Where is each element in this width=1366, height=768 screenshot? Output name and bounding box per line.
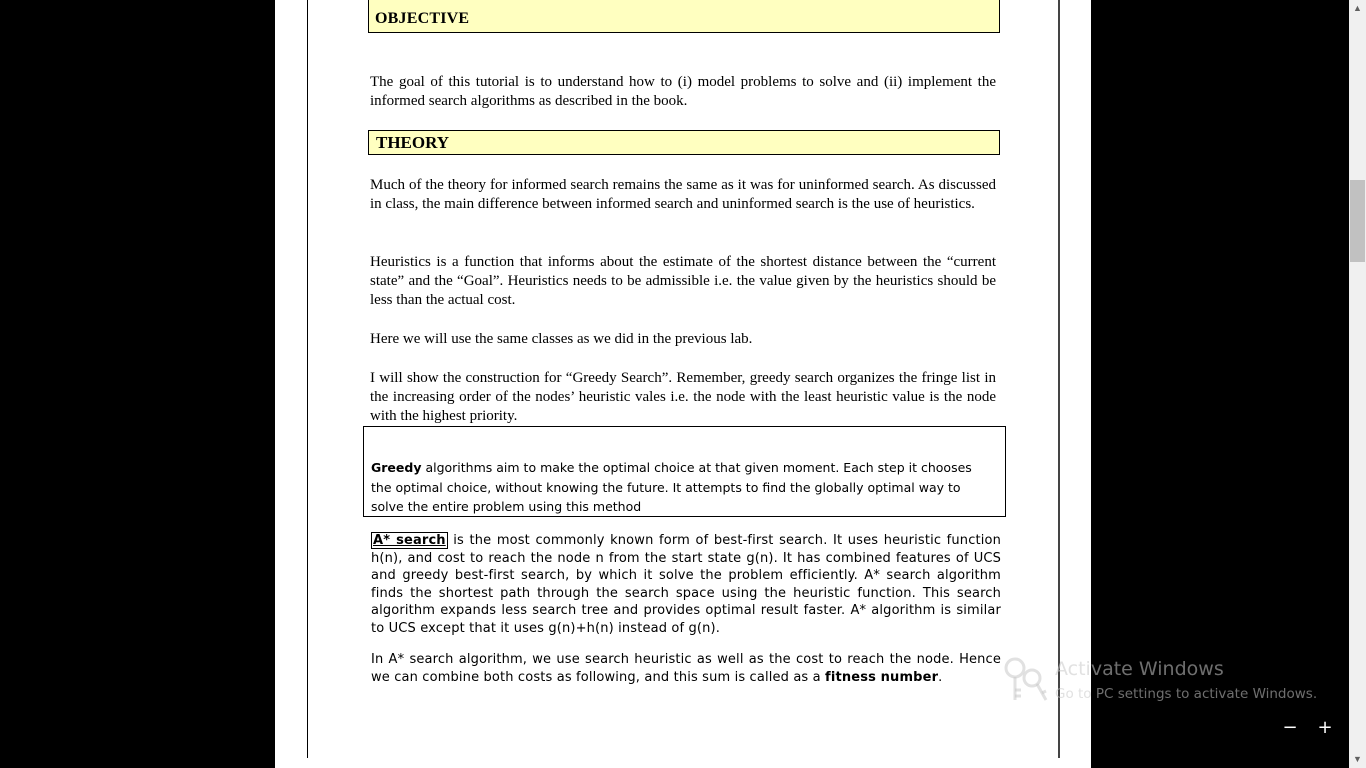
zoom-out-button[interactable]: − bbox=[1282, 717, 1298, 738]
watermark-subtitle: Go to PC settings to activate Windows. bbox=[1055, 686, 1318, 702]
vertical-scrollbar[interactable] bbox=[1349, 0, 1366, 768]
scroll-thumb[interactable] bbox=[1350, 180, 1365, 262]
astar-paragraph-text: is the most commonly known form of best-first search. It uses heuristic function h(n), and cost to reach the node n from the start state g(n). It has combined features of UCS and greedy best-first search, by which it solve the problem efficiently. A* search algorithm finds the shortest path through the search space using the heuristic function. This search algorithm expands less search tree and provides optimal result faster. A* algorithm is similar to UCS except that it uses g(n)+h(n) instead of g(n). bbox=[371, 533, 1001, 636]
watermark-title: Activate Windows bbox=[1055, 658, 1224, 680]
theory-paragraph-2: Heuristics is a function that informs about the estimate of the shortest distance between the “current state” and the “Goal”. Heuristics needs to be admissible i.e. the value given by the heuristics should be less than the actual cost. bbox=[370, 254, 996, 308]
astar-paragraph-2-text: In A* search algorithm, we use search heuristic as well as the cost to reach the node. Hence we can combine both costs as following, and this sum is called as a bbox=[371, 652, 1001, 685]
objective-paragraph: The goal of this tutorial is to understand how to (i) model problems to solve and (ii) implement the informed search algorithms as described in the book. bbox=[370, 74, 996, 109]
keys-icon bbox=[1000, 654, 1052, 706]
zoom-in-button[interactable]: + bbox=[1317, 717, 1333, 738]
activate-windows-watermark bbox=[1000, 654, 1340, 714]
theory-heading: THEORY bbox=[368, 130, 1000, 155]
theory-paragraph-3: Here we will use the same classes as we did in the previous lab. bbox=[370, 331, 753, 347]
scroll-up-arrow-icon[interactable]: ▲ bbox=[1353, 3, 1362, 13]
page-border-right bbox=[1058, 0, 1060, 758]
document-page bbox=[275, 0, 1091, 768]
greedy-term: Greedy bbox=[371, 460, 422, 475]
objective-heading: OBJECTIVE bbox=[368, 0, 1000, 33]
scroll-down-arrow-icon[interactable]: ▼ bbox=[1353, 754, 1362, 764]
astar-term: A* search bbox=[373, 533, 446, 548]
greedy-definition-text: algorithms aim to make the optimal choice at that given moment. Each step it chooses the optimal choice, without knowing the future. It attempts to find the globally optimal way to solve the entire problem using this method bbox=[371, 460, 972, 514]
astar-paragraph-2-end: . bbox=[938, 669, 943, 685]
greedy-definition bbox=[371, 458, 991, 517]
astar-paragraph-2 bbox=[371, 651, 1001, 686]
page-border-left bbox=[307, 0, 308, 758]
fitness-number-term: fitness number bbox=[825, 669, 939, 685]
theory-paragraph-1: Much of the theory for informed search remains the same as it was for uninformed search. As discussed in class, the main difference between informed search and uninformed search is the use of heuristics. bbox=[370, 177, 996, 212]
theory-paragraph-4: I will show the construction for “Greedy Search”. Remember, greedy search organizes the fringe list in the increasing order of the nodes’ heuristic vales i.e. the node with the least heuristic value is the node with the highest priority. bbox=[370, 370, 996, 424]
astar-paragraph bbox=[371, 532, 1001, 638]
